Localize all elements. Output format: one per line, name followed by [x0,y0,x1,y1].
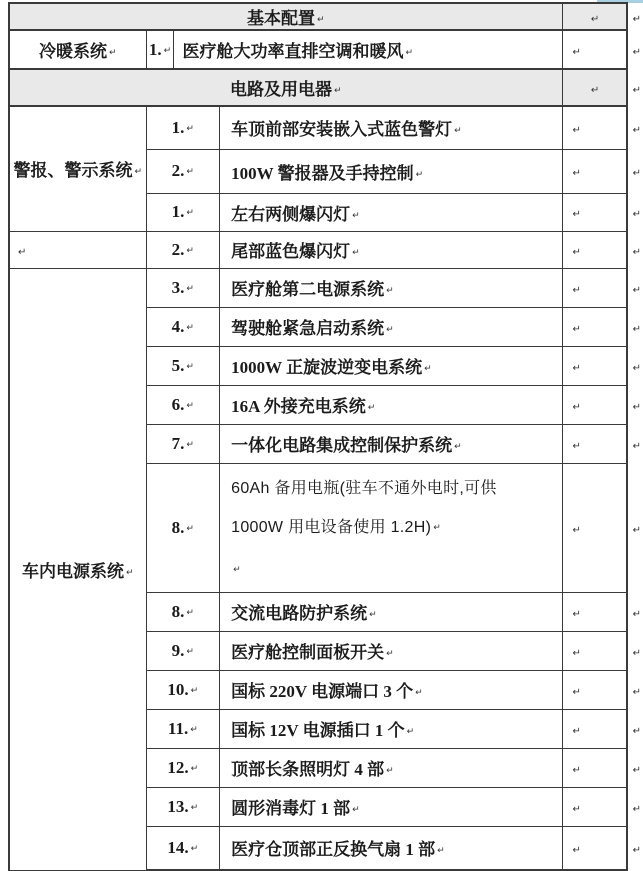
description-cell [174,30,562,69]
row-end-mark: ↵ [632,246,641,258]
row-end-cell [627,307,642,346]
index-cell [146,30,174,69]
paragraph-mark: ↵ [186,245,194,256]
paragraph-mark: ↵ [424,364,432,374]
description-cell [220,149,562,193]
paragraph-mark: ↵ [386,766,394,776]
section-header-basic [9,3,562,30]
spec-row [9,231,642,268]
paragraph-mark: ↵ [134,167,143,178]
remark-cell [562,631,627,670]
row-end-cell [627,346,642,385]
paragraph-mark: ↵ [572,401,581,413]
paragraph-mark: ↵ [186,208,194,218]
description-text: 圆形消毒灯 1 部 [231,799,351,818]
section-header-row [9,3,642,30]
paragraph-mark: ↵ [352,210,360,221]
paragraph-mark: ↵ [415,688,423,698]
index-cell [146,592,220,631]
index-label: 4. [171,316,185,336]
description-line [231,469,561,508]
description-text: 1000W 正旋波逆变电系统 [231,358,423,377]
row-end-cell [627,268,642,307]
paragraph-mark: ↵ [572,124,581,136]
row-end-mark: ↵ [632,608,641,620]
row-end-cell [627,149,642,193]
description-text: 医疗舱控制面板开关 [231,643,385,662]
remark-cell [562,424,627,463]
row-end-cell [627,463,642,592]
paragraph-mark: ↵ [437,846,445,857]
index-cell [146,385,220,424]
row-end-mark: ↵ [632,46,641,58]
paragraph-mark: ↵ [572,725,581,737]
index-cell [146,106,220,149]
description-text: 顶部长条照明灯 4 部 [231,760,385,779]
row-end-mark: ↵ [632,401,641,413]
row-end-cell [627,30,642,69]
description-cell [220,748,562,787]
description-text: 国标 220V 电源端口 3 个 [231,682,414,701]
paragraph-mark: ↵ [190,685,199,696]
row-end-mark: ↵ [632,168,641,179]
index-label: 12. [167,757,189,777]
paragraph-mark: ↵ [572,647,581,659]
paragraph-mark: ↵ [186,361,194,372]
index-label: 9. [171,640,185,660]
row-end-cell [627,3,642,30]
remark-cell [562,30,627,69]
remark-cell [562,307,627,346]
section-header-label: 基本配置 [246,9,315,28]
description-cell [220,385,562,424]
paragraph-mark: ↵ [369,610,377,620]
paragraph-mark: ↵ [190,763,199,774]
row-end-mark: ↵ [632,440,641,452]
remark-cell [562,709,627,748]
paragraph-mark: ↵ [125,567,134,578]
paragraph-mark: ↵ [186,167,194,177]
description-text: 60Ah 备用电瓶(驻车不通外电时,可供 [231,479,497,497]
category-label: 车内电源系统 [21,561,124,581]
description-line [231,508,561,550]
paragraph-mark: ↵ [190,724,198,735]
row-end-cell [627,193,642,231]
index-cell [146,787,220,826]
row-end-cell [627,748,642,787]
spec-row [9,268,642,307]
index-label: 2. [171,239,185,259]
description-text: 医疗舱第二电源系统 [231,280,385,299]
description-cell [220,631,562,670]
index-cell [146,631,220,670]
index-cell [146,670,220,709]
index-label: 2. [171,161,185,180]
row-end-cell [627,709,642,748]
spec-table [8,2,643,871]
row-end-mark: ↵ [632,725,641,737]
paragraph-mark: ↵ [190,802,199,813]
paragraph-mark: ↵ [352,805,360,815]
description-cell [220,826,562,870]
index-label: 10. [167,679,189,699]
description-cell [220,670,562,709]
paragraph-mark: ↵ [186,646,194,657]
paragraph-mark: ↵ [590,84,600,96]
spec-row [9,106,642,149]
row-end-cell [627,424,642,463]
index-label: 14. [167,837,189,857]
paragraph-mark: ↵ [572,803,581,815]
row-end-cell [627,231,642,268]
paragraph-mark: ↵ [386,649,394,659]
row-end-mark: ↵ [632,284,641,296]
remark-cell [562,787,627,826]
empty-line [231,550,561,592]
index-label: 8. [171,601,185,621]
index-label: 1. [148,39,162,59]
row-end-mark: ↵ [632,323,641,335]
paragraph-mark: ↵ [186,439,194,450]
index-cell [146,748,220,787]
paragraph-mark: ↵ [572,362,581,374]
index-cell [146,709,220,748]
index-label: 6. [171,394,185,414]
description-text: 驾驶舱紧急启动系统 [231,319,385,338]
remark-cell [562,268,627,307]
paragraph-mark: ↵ [572,608,581,620]
index-cell [146,149,220,193]
category-cell-alarm [9,106,146,231]
paragraph-mark: ↵ [186,400,194,411]
description-cell [220,463,562,592]
paragraph-mark: ↵ [333,86,342,96]
category-label: 冷暖系统 [38,42,107,61]
paragraph-mark: ↵ [415,169,424,180]
row-end-mark: ↵ [632,209,641,220]
index-label: 8. [171,517,185,537]
paragraph-mark: ↵ [572,524,581,536]
description-text: 左右两侧爆闪灯 [231,204,351,224]
remark-cell [562,3,627,30]
remark-cell [562,463,627,592]
row-end-mark: ↵ [632,647,641,659]
paragraph-mark: ↵ [316,15,325,25]
description-cell [220,787,562,826]
row-end-cell [627,631,642,670]
description-cell [220,231,562,268]
row-end-cell [627,826,642,870]
description-cell [220,709,562,748]
row-end-cell [627,670,642,709]
paragraph-mark: ↵ [352,248,360,258]
paragraph-mark: ↵ [186,283,194,294]
row-end-cell [627,106,642,149]
remark-cell [562,748,627,787]
row-end-cell [627,592,642,631]
row-end-cell [627,385,642,424]
section-header-label: 电路及用电器 [229,80,332,99]
paragraph-mark: ↵ [190,843,199,854]
remark-cell [562,149,627,193]
paragraph-mark: ↵ [163,45,172,56]
paragraph-mark: ↵ [590,13,600,25]
row-end-mark: ↵ [632,686,641,698]
category-cell [9,30,146,69]
description-text: 尾部蓝色爆闪灯 [231,242,351,261]
description-text: 100W 警报器及手持控制 [231,163,414,183]
remark-cell [562,193,627,231]
remark-cell [562,385,627,424]
paragraph-mark: ↵ [572,168,581,179]
description-text: 医疗舱大功率直排空调和暖风 [182,42,404,61]
description-text: 1000W 用电设备使用 1.2H) [231,518,432,536]
index-cell [146,424,220,463]
row-end-mark: ↵ [632,803,641,815]
description-cell [220,193,562,231]
row-end-mark: ↵ [632,84,641,96]
remark-cell [562,346,627,385]
paragraph-mark: ↵ [454,126,462,137]
index-label: 1. [171,117,185,137]
paragraph-mark: ↵ [405,48,414,58]
paragraph-mark: ↵ [572,323,581,335]
row-end-mark: ↵ [632,845,641,856]
paragraph-mark: ↵ [186,123,194,134]
description-text: 一体化电路集成控制保护系统 [231,436,453,455]
paragraph-mark: ↵ [367,403,376,413]
remark-cell [562,106,627,149]
paragraph-mark: ↵ [186,607,194,618]
paragraph-mark: ↵ [572,284,581,296]
index-cell [146,268,220,307]
description-text: 16A 外接充电系统 [231,397,366,416]
index-cell [146,231,220,268]
paragraph-mark: ↵ [572,844,581,856]
paragraph-mark: ↵ [572,440,581,452]
paragraph-mark: ↵ [572,209,581,220]
row-end-mark: ↵ [632,13,641,25]
paragraph-mark: ↵ [186,523,194,534]
row-end-mark: ↵ [632,124,641,136]
row-end-mark: ↵ [632,524,641,536]
description-cell [220,424,562,463]
paragraph-mark: ↵ [454,442,462,452]
description-cell [220,346,562,385]
section-header-row [9,69,642,106]
category-label: 警报、警示系统 [13,161,133,181]
paragraph-mark: ↵ [233,564,241,575]
index-cell [146,826,220,870]
description-text: 医疗仓顶部正反换气扇 1 部 [231,840,436,860]
description-cell [220,106,562,149]
index-label: 5. [171,355,185,375]
index-cell [146,463,220,592]
paragraph-mark: ↵ [406,727,415,737]
remark-cell [562,69,627,106]
row-end-cell [627,787,642,826]
paragraph-mark: ↵ [186,322,194,333]
index-cell [146,307,220,346]
row-end-mark: ↵ [632,764,641,776]
paragraph-mark: ↵ [108,48,117,58]
description-cell [220,307,562,346]
category-cell-empty [9,231,146,268]
index-label: 13. [167,796,189,816]
paragraph-mark: ↵ [386,286,394,296]
spec-row [9,30,642,69]
paragraph-mark: ↵ [572,246,581,258]
index-label: 7. [171,433,185,453]
paragraph-mark: ↵ [18,246,27,258]
description-text: 国标 12V 电源插口 1 个 [231,721,405,740]
section-header-electric [9,69,562,106]
remark-cell [562,592,627,631]
remark-cell [562,231,627,268]
description-cell [220,592,562,631]
category-cell-power [9,268,146,870]
row-end-cell [627,69,642,106]
paragraph-mark: ↵ [572,46,581,58]
index-cell [146,193,220,231]
description-text: 车顶前部安装嵌入式蓝色警灯 [231,120,453,140]
paragraph-mark: ↵ [386,325,394,335]
description-text: 交流电路防护系统 [231,604,368,623]
index-cell [146,346,220,385]
paragraph-mark: ↵ [572,764,581,776]
index-label: 11. [167,718,189,738]
remark-cell [562,670,627,709]
paragraph-mark: ↵ [572,686,581,698]
paragraph-mark: ↵ [433,522,442,533]
description-cell [220,268,562,307]
remark-cell [562,826,627,870]
index-label: 1. [171,202,185,221]
row-end-mark: ↵ [632,362,641,374]
index-label: 3. [171,277,185,297]
